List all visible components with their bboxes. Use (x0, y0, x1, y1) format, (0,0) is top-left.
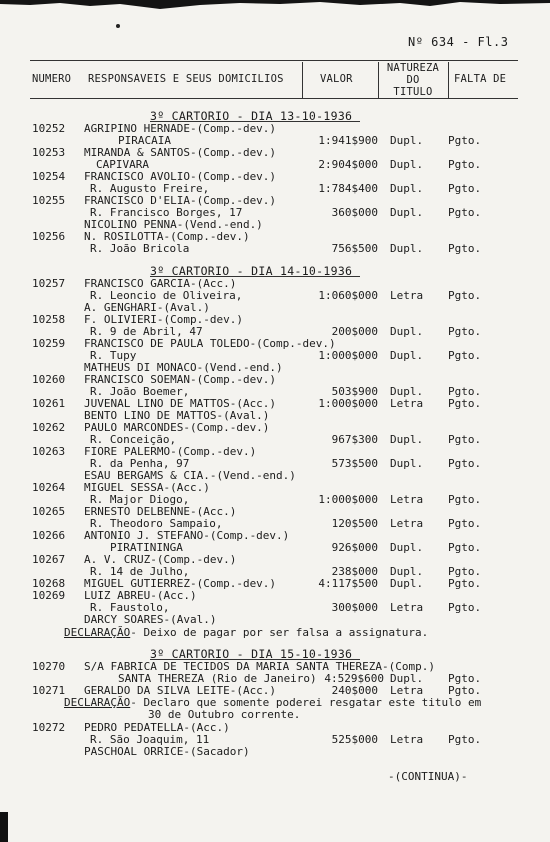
entry-responsavel: N. ROSILOTTA-(Comp.-dev.) (84, 230, 250, 243)
entry-valor: 240$000 (331, 684, 378, 697)
entry-row (0, 409, 550, 421)
entry-row (0, 672, 550, 684)
entry-guarantor: BENTO LINO DE MATTOS-(Aval.) (84, 409, 270, 422)
entry-natureza: Letra (390, 289, 424, 302)
entry-falta: Pgto. (448, 325, 482, 338)
entry-row (0, 158, 550, 170)
entry-natureza: Dupl. (390, 242, 424, 255)
entry-address: R. João Boemer, (90, 385, 190, 398)
entry-responsavel: FRANCISCO SOEMAN-(Comp.-dev.) (84, 373, 277, 386)
entry-falta: Pgto. (448, 289, 482, 302)
entry-address: R. Major Diogo, (90, 493, 190, 506)
entry-row (0, 301, 550, 313)
section-title: 3º CARTORIO - DIA 13-10-1936 (150, 109, 353, 123)
entry-address: SANTA THEREZA (Rio de Janeiro) (118, 672, 317, 685)
entry-number: 10260 (32, 373, 66, 386)
entry-falta: Pgto. (448, 565, 482, 578)
entry-responsavel: FRANCISCO DE PAULA TOLEDO-(Comp.-dev.) (84, 337, 336, 350)
entry-row (0, 613, 550, 625)
header-col-responsaveis: RESPONSAVEIS E SEUS DOMICILIOS (88, 73, 284, 85)
entry-natureza: Dupl. (390, 541, 424, 554)
entry-address: R. São Joaquim, 11 (90, 733, 210, 746)
entry-valor: 1:060$000 (318, 289, 378, 302)
entry-address: R. Theodoro Sampaio, (90, 517, 223, 530)
declaration-label: DECLARAÇÃO (64, 626, 131, 639)
entry-valor: 756$500 (331, 242, 378, 255)
entry-number: 10258 (32, 313, 66, 326)
entry-endorser: ESAU BERGAMS & CIA.-(Vend.-end.) (84, 469, 296, 482)
entry-falta: Pgto. (448, 601, 482, 614)
section-heading (0, 110, 550, 122)
header-col-natureza-do: DO (406, 74, 420, 86)
entry-row (0, 373, 550, 385)
entry-address: R. Faustolo, (90, 601, 170, 614)
entry-number: 10264 (32, 481, 66, 494)
entry-row (0, 385, 550, 397)
entry-responsavel: PAULO MARCONDES-(Comp.-dev.) (84, 421, 270, 434)
entry-falta: Pgto. (448, 349, 482, 362)
entry-falta: Pgto. (448, 242, 482, 255)
entry-row (0, 493, 550, 505)
entry-falta: Pgto. (448, 541, 482, 554)
entry-natureza: Dupl. (390, 134, 424, 147)
entry-row (0, 733, 550, 745)
entry-valor: 525$000 (331, 733, 378, 746)
entry-row (0, 589, 550, 601)
entry-row (0, 194, 550, 206)
entry-falta: Pgto. (448, 182, 482, 195)
entry-row (0, 601, 550, 613)
entry-address: CAPIVARA (96, 158, 149, 171)
entry-number: 10267 (32, 553, 66, 566)
entry-responsavel: MIGUEL GUTIERREZ-(Comp.-dev.) (84, 577, 277, 590)
entry-endorser: MATHEUS DI MONACO-(Vend.-end.) (84, 361, 283, 374)
entry-natureza: Dupl. (390, 577, 424, 590)
header-divider (448, 62, 449, 98)
entry-responsavel: GERALDO DA SILVA LEITE-(Acc.) (84, 684, 277, 697)
header-top-rule (30, 60, 518, 61)
entry-row (0, 289, 550, 301)
entry-responsavel: S/A FABRICA DE TECIDOS DA MARIA SANTA THEREZA-(Comp.) (84, 660, 435, 673)
header-col-valor: VALOR (320, 73, 353, 85)
section-title: 3º CARTORIO - DIA 15-10-1936 (150, 647, 353, 661)
entry-responsavel: MIGUEL SESSA-(Acc.) (84, 481, 210, 494)
entry-address: R. Conceição, (90, 433, 177, 446)
entry-row (0, 349, 550, 361)
entry-falta: Pgto. (448, 206, 482, 219)
header-bottom-rule (30, 98, 518, 99)
entry-falta: Pgto. (448, 385, 482, 398)
entry-valor: 300$000 (331, 601, 378, 614)
entry-row (0, 457, 550, 469)
entry-valor: 967$300 (331, 433, 378, 446)
entry-valor: 360$000 (331, 206, 378, 219)
entry-row (0, 313, 550, 325)
entry-natureza: Dupl. (390, 672, 424, 685)
entry-falta: Pgto. (448, 577, 482, 590)
entry-row (0, 230, 550, 242)
entry-number: 10263 (32, 445, 66, 458)
entry-number: 10255 (32, 194, 66, 207)
entry-natureza: Letra (390, 684, 424, 697)
entry-responsavel: F. OLIVIERI-(Comp.-dev.) (84, 313, 243, 326)
scan-edge-left (0, 812, 8, 842)
entry-natureza: Dupl. (390, 457, 424, 470)
declaration-text: - Deixo de pagar por ser falsa a assignatura. (130, 626, 429, 639)
entry-valor: 1:000$000 (318, 493, 378, 506)
entry-natureza: Dupl. (390, 325, 424, 338)
document-number: Nº 634 - Fl.3 (408, 35, 509, 49)
header-divider (302, 62, 303, 98)
entry-row (0, 337, 550, 349)
entry-responsavel: FIORE PALERMO-(Comp.-dev.) (84, 445, 257, 458)
entry-falta: Pgto. (448, 397, 482, 410)
entry-number: 10262 (32, 421, 66, 434)
entry-valor: 2:904$000 (318, 158, 378, 171)
entry-natureza: Dupl. (390, 433, 424, 446)
entry-number: 10272 (32, 721, 66, 734)
entry-row (0, 505, 550, 517)
entry-address: PIRACAIA (118, 134, 171, 147)
entry-row (0, 660, 550, 672)
declaration (64, 626, 428, 639)
entry-number: 10270 (32, 660, 66, 673)
entry-row (0, 218, 550, 230)
entry-address: R. Leoncio de Oliveira, (90, 289, 243, 302)
entry-natureza: Dupl. (390, 349, 424, 362)
entry-row (0, 242, 550, 254)
entry-row (0, 481, 550, 493)
entry-address: R. Francisco Borges, 17 (90, 206, 243, 219)
entry-valor: 238$000 (331, 565, 378, 578)
entry-natureza: Dupl. (390, 182, 424, 195)
entry-row (0, 170, 550, 182)
entry-responsavel: FRANCISCO AVOLIO-(Comp.-dev.) (84, 170, 277, 183)
header-col-natureza-titulo: TITULO (393, 86, 433, 98)
entry-address: R. da Penha, 97 (90, 457, 190, 470)
section-heading (0, 648, 550, 660)
entry-number: 10265 (32, 505, 66, 518)
entry-row (0, 361, 550, 373)
entry-address: R. Augusto Freire, (90, 182, 210, 195)
entry-row (0, 206, 550, 218)
entry-responsavel: AGRIPINO HERNADE-(Comp.-dev.) (84, 122, 277, 135)
entry-row (0, 134, 550, 146)
entry-natureza: Letra (390, 493, 424, 506)
entry-number: 10256 (32, 230, 66, 243)
entry-valor: 1:784$400 (318, 182, 378, 195)
entry-valor: 1:941$900 (318, 134, 378, 147)
entry-number: 10269 (32, 589, 66, 602)
entry-row (0, 146, 550, 158)
scan-edge-top (0, 0, 550, 12)
entry-row (0, 182, 550, 194)
continua-marker: -(CONTINUA)- (388, 770, 468, 783)
entry-row (0, 541, 550, 553)
header-col-number: NUMERO (32, 73, 72, 85)
entry-number: 10259 (32, 337, 66, 350)
entry-row (0, 553, 550, 565)
entry-number: 10268 (32, 577, 66, 590)
entry-falta: Pgto. (448, 158, 482, 171)
header-col-natureza: NATUREZA (386, 62, 440, 74)
entry-natureza: Letra (390, 601, 424, 614)
entry-valor: 200$000 (331, 325, 378, 338)
entry-address: PIRATININGA (110, 541, 183, 554)
entry-number: 10252 (32, 122, 66, 135)
entry-valor: 120$500 (331, 517, 378, 530)
entry-row (0, 122, 550, 134)
entry-row (0, 277, 550, 289)
entry-row (0, 577, 550, 589)
entry-address: R. João Bricola (90, 242, 190, 255)
entry-falta: Pgto. (448, 457, 482, 470)
entry-row (0, 421, 550, 433)
entry-natureza: Letra (390, 517, 424, 530)
entry-valor: 503$900 (331, 385, 378, 398)
section-title: 3º CARTORIO - DIA 14-10-1936 (150, 264, 353, 278)
entry-natureza: Letra (390, 397, 424, 410)
entry-responsavel: PEDRO PEDATELLA-(Acc.) (84, 721, 230, 734)
declaration-continuation: 30 de Outubro corrente. (148, 708, 301, 721)
entry-row (0, 684, 550, 696)
section-heading (0, 265, 550, 277)
declaration-label: DECLARAÇÃO (64, 696, 131, 709)
entry-endorser: NICOLINO PENNA-(Vend.-end.) (84, 218, 263, 231)
entry-valor: 4:117$500 (318, 577, 378, 590)
entry-natureza: Dupl. (390, 565, 424, 578)
entry-row (0, 397, 550, 409)
entry-responsavel: ERNESTO DELBENNE-(Acc.) (84, 505, 237, 518)
entry-drawer: PASCHOAL ORRICE-(Sacador) (84, 745, 250, 758)
entry-row (0, 445, 550, 457)
entry-falta: Pgto. (448, 433, 482, 446)
entry-falta: Pgto. (448, 493, 482, 506)
entry-valor: 1:000$000 (318, 397, 378, 410)
entry-address: R. 9 de Abril, 47 (90, 325, 203, 338)
entry-responsavel: MIRANDA & SANTOS-(Comp.-dev.) (84, 146, 277, 159)
entry-number: 10266 (32, 529, 66, 542)
entry-responsavel: JUVENAL LINO DE MATTOS-(Acc.) (84, 397, 277, 410)
entry-falta: Pgto. (448, 517, 482, 530)
declaration-text: - Declaro que somente poderei resgatar este titulo em (130, 696, 482, 709)
entry-guarantor: DARCY SOARES-(Aval.) (84, 613, 217, 626)
entry-row (0, 529, 550, 541)
entry-row (0, 745, 550, 757)
entry-falta: Pgto. (448, 733, 482, 746)
entry-row (0, 325, 550, 337)
entry-valor: 573$500 (331, 457, 378, 470)
entry-responsavel: FRANCISCO GARCIA-(Acc.) (84, 277, 237, 290)
entry-natureza: Letra (390, 733, 424, 746)
entry-row (0, 721, 550, 733)
entry-row (0, 433, 550, 445)
entry-guarantor: A. GENGHARI-(Aval.) (84, 301, 210, 314)
entry-number: 10271 (32, 684, 66, 697)
entry-row (0, 517, 550, 529)
entry-valor: 4:529$600 (324, 672, 384, 685)
entry-row (0, 565, 550, 577)
entry-number: 10254 (32, 170, 66, 183)
entry-number: 10253 (32, 146, 66, 159)
entry-responsavel: A. V. CRUZ-(Comp.-dev.) (84, 553, 237, 566)
scan-speck (116, 24, 120, 28)
entry-natureza: Dupl. (390, 206, 424, 219)
entry-row (0, 469, 550, 481)
entry-valor: 926$000 (331, 541, 378, 554)
entry-falta: Pgto. (448, 684, 482, 697)
entry-address: R. Tupy (90, 349, 137, 362)
entry-valor: 1:000$000 (318, 349, 378, 362)
entry-responsavel: LUIZ ABREU-(Acc.) (84, 589, 197, 602)
entry-natureza: Dupl. (390, 385, 424, 398)
entry-address: R. 14 de Julho, (90, 565, 190, 578)
entry-falta: Pgto. (448, 672, 482, 685)
entry-number: 10257 (32, 277, 66, 290)
entry-responsavel: ANTONIO J. STEFANO-(Comp.-dev.) (84, 529, 290, 542)
entry-falta: Pgto. (448, 134, 482, 147)
header-col-falta: FALTA DE (454, 73, 507, 85)
entry-responsavel: FRANCISCO D'ELIA-(Comp.-dev.) (84, 194, 277, 207)
entry-natureza: Dupl. (390, 158, 424, 171)
entry-number: 10261 (32, 397, 66, 410)
